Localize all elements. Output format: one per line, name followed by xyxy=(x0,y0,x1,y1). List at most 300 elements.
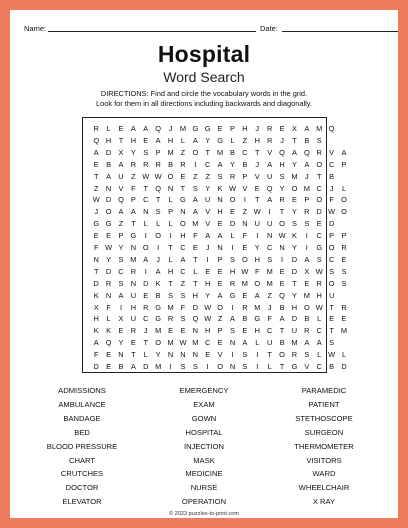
grid-letter: J xyxy=(280,135,284,145)
grid-letter: N xyxy=(143,207,149,217)
grid-letter: K xyxy=(155,278,161,288)
grid-letter: N xyxy=(167,183,174,193)
grid-letter: W xyxy=(241,266,249,276)
directions-text xyxy=(10,89,398,109)
grid-row xyxy=(90,254,350,266)
grid-letter: F xyxy=(106,302,111,312)
letter-grid xyxy=(82,117,348,373)
grid-letter: P xyxy=(130,195,136,205)
grid-letter: O xyxy=(242,254,248,264)
grid-letter: P xyxy=(304,195,310,205)
grid-letter: S xyxy=(242,362,248,371)
grid-letter: E xyxy=(316,219,322,229)
grid-letter: E xyxy=(205,350,211,360)
grid-letter: W xyxy=(105,243,113,252)
word-list-item: OPERATION xyxy=(181,497,227,507)
grid-letter: M xyxy=(340,326,348,336)
grid-letter: E xyxy=(143,290,149,300)
grid-letter: O xyxy=(341,207,347,217)
grid-letter: R xyxy=(229,171,236,181)
grid-row xyxy=(90,135,325,147)
grid-letter: W xyxy=(315,266,323,276)
grid-letter: C xyxy=(205,159,211,169)
grid-letter: E xyxy=(205,266,211,276)
grid-letter: H xyxy=(167,266,174,276)
grid-letter: L xyxy=(267,362,272,371)
grid-letter: S xyxy=(155,207,161,217)
grid-letter: Y xyxy=(205,183,211,193)
grid-letter: F xyxy=(329,195,334,205)
grid-letter: K xyxy=(93,326,99,336)
grid-letter: W xyxy=(204,302,212,312)
grid-letter: S xyxy=(341,266,347,276)
directions-line-1: DIRECTIONS: Find and circle the vocabulary words in the grid. xyxy=(100,89,308,98)
grid-letter: A xyxy=(143,124,149,133)
grid-letter: Q xyxy=(105,338,112,348)
grid-letter: B xyxy=(329,362,335,371)
grid-letter: T xyxy=(279,207,285,217)
word-list-item: HOSPITAL xyxy=(185,427,223,437)
grid-letter: P xyxy=(230,124,235,133)
grid-letter: A xyxy=(118,207,124,217)
grid-letter: T xyxy=(93,266,99,276)
grid-letter: Y xyxy=(291,207,297,217)
grid-letter: A xyxy=(180,254,186,264)
grid-letter: O xyxy=(192,147,199,157)
grid-row xyxy=(90,349,350,361)
grid-letter: L xyxy=(168,195,173,205)
grid-letter: T xyxy=(255,147,260,157)
grid-letter: H xyxy=(254,326,260,336)
grid-letter: E xyxy=(217,266,223,276)
grid-letter: E xyxy=(279,266,285,276)
grid-letter: H xyxy=(105,135,112,145)
grid-letter: A xyxy=(230,314,235,324)
grid-letter: L xyxy=(168,254,173,264)
grid-letter: H xyxy=(93,314,99,324)
grid-letter: N xyxy=(192,350,198,360)
grid-letter: H xyxy=(291,302,298,312)
grid-letter: E xyxy=(192,243,198,252)
grid-letter: O xyxy=(229,195,236,205)
grid-letter: P xyxy=(217,326,223,336)
grid-letter: O xyxy=(341,195,347,205)
word-list-item: GOWN xyxy=(191,413,217,423)
word-list-item: STETHOSCOPE xyxy=(295,413,353,423)
grid-letter: E xyxy=(242,243,248,252)
grid-letter: N xyxy=(217,243,223,252)
grid-letter: R xyxy=(304,326,310,336)
grid-letter: D xyxy=(192,302,198,312)
grid-letter: R xyxy=(266,135,273,145)
grid-letter: I xyxy=(231,302,234,312)
grid-letter: T xyxy=(143,183,149,193)
grid-letter: O xyxy=(316,195,323,205)
grid-letter: O xyxy=(217,302,223,312)
grid-row xyxy=(90,123,338,135)
grid-letter: H xyxy=(167,135,174,145)
grid-letter: E xyxy=(180,171,186,181)
grid-letter: A xyxy=(242,338,248,348)
grid-letter: T xyxy=(255,195,260,205)
grid-letter: Z xyxy=(131,171,136,181)
grid-letter: Q xyxy=(266,183,273,193)
grid-letter: N xyxy=(167,350,174,360)
grid-letter: Q xyxy=(328,124,335,133)
grid-letter: A xyxy=(217,231,223,241)
grid-letter: B xyxy=(279,338,285,348)
grid-letter: U xyxy=(291,326,298,336)
grid-letter: N xyxy=(118,350,124,360)
grid-letter: L xyxy=(143,219,148,229)
word-list-item: INJECTION xyxy=(183,441,225,451)
grid-letter: R xyxy=(229,278,236,288)
grid-letter: Y xyxy=(118,243,124,252)
grid-letter: E xyxy=(254,183,260,193)
grid-letter: Y xyxy=(155,350,161,360)
grid-letter: N xyxy=(105,290,112,300)
grid-letter: G xyxy=(204,124,211,133)
grid-letter: J xyxy=(156,254,160,264)
grid-letter: O xyxy=(291,183,298,193)
grid-letter: H xyxy=(130,135,137,145)
grid-letter: G xyxy=(192,124,199,133)
grid-letter: X xyxy=(93,302,99,312)
grid-letter: O xyxy=(328,278,335,288)
grid-letter: D xyxy=(291,314,298,324)
grid-letter: G xyxy=(130,231,137,241)
grid-letter: A xyxy=(304,254,310,264)
grid-letter: A xyxy=(217,159,223,169)
page-title: Hospital xyxy=(157,41,251,67)
word-list-item: BANDAGE xyxy=(63,413,101,423)
date-field-line xyxy=(282,31,398,32)
grid-letter: T xyxy=(316,171,322,181)
grid-letter: U xyxy=(266,171,273,181)
grid-letter: J xyxy=(168,124,173,133)
grid-letter: J xyxy=(143,326,148,336)
grid-letter: O xyxy=(167,171,174,181)
grid-letter: A xyxy=(192,135,198,145)
grid-letter: R xyxy=(266,124,273,133)
grid-letter: T xyxy=(267,350,272,360)
grid-letter: R xyxy=(167,314,174,324)
word-list-item: SURGEON xyxy=(304,427,344,437)
grid-letter: A xyxy=(205,231,211,241)
grid-letter: G xyxy=(316,243,323,252)
grid-letter: E xyxy=(341,314,347,324)
grid-letter: D xyxy=(341,362,347,371)
grid-letter: I xyxy=(268,207,271,217)
grid-letter: R xyxy=(242,302,248,312)
grid-letter: H xyxy=(254,135,260,145)
grid-letter: E xyxy=(291,195,297,205)
grid-letter: A xyxy=(93,147,99,157)
grid-letter: U xyxy=(130,314,137,324)
grid-letter: Z xyxy=(180,147,186,157)
grid-letter: R xyxy=(105,278,112,288)
grid-letter: A xyxy=(130,124,136,133)
worksheet-page xyxy=(10,10,398,518)
grid-letter: M xyxy=(266,278,273,288)
grid-letter: L xyxy=(106,314,111,324)
grid-letter: X xyxy=(291,124,297,133)
grid-letter: D xyxy=(328,219,335,229)
grid-letter: M xyxy=(167,147,174,157)
grid-letter: O xyxy=(328,243,335,252)
grid-letter: G xyxy=(180,195,186,205)
grid-letter: M xyxy=(254,302,261,312)
grid-letter: P xyxy=(155,147,161,157)
grid-letter: C xyxy=(180,243,186,252)
grid-letter: O xyxy=(217,362,223,371)
grid-letter: Z xyxy=(93,183,99,193)
grid-letter: S xyxy=(341,278,347,288)
grid-letter: F xyxy=(193,231,198,241)
grid-letter: F xyxy=(267,314,272,324)
grid-letter: W xyxy=(315,302,323,312)
grid-letter: A xyxy=(291,147,297,157)
grid-letter: A xyxy=(217,290,223,300)
grid-letter: H xyxy=(192,290,198,300)
grid-letter: E xyxy=(118,326,124,336)
grid-letter: P xyxy=(242,171,248,181)
grid-row xyxy=(90,278,350,290)
grid-letter: A xyxy=(341,147,347,157)
word-list-item: DOCTOR xyxy=(65,483,99,493)
grid-letter: L xyxy=(341,350,347,360)
grid-letter: L xyxy=(106,124,111,133)
grid-letter: S xyxy=(304,219,310,229)
grid-row xyxy=(90,325,350,337)
grid-letter: K xyxy=(217,183,223,193)
grid-letter: D xyxy=(143,362,149,371)
grid-letter: O xyxy=(180,219,186,229)
grid-letter: Z xyxy=(267,290,272,300)
grid-letter: U xyxy=(328,290,335,300)
grid-row xyxy=(90,194,350,206)
grid-letter: G xyxy=(229,290,236,300)
grid-letter: E xyxy=(118,124,124,133)
grid-letter: A xyxy=(155,266,161,276)
word-list-item: ELEVATOR xyxy=(62,497,102,507)
grid-letter: M xyxy=(303,183,310,193)
grid-letter: Y xyxy=(291,243,297,252)
grid-letter: B xyxy=(329,171,335,181)
grid-letter: M xyxy=(291,171,298,181)
grid-letter: N xyxy=(130,243,137,252)
grid-letter: A xyxy=(130,207,136,217)
grid-letter: Q xyxy=(192,314,199,324)
grid-letter: C xyxy=(266,326,273,336)
grid-letter: A xyxy=(118,290,124,300)
grid-letter: S xyxy=(279,171,285,181)
name-label: Name: xyxy=(24,24,47,33)
grid-letter: I xyxy=(144,266,147,276)
grid-letter: E xyxy=(168,326,173,336)
grid-letter: R xyxy=(130,326,137,336)
grid-letter: F xyxy=(93,243,99,252)
grid-letter: R xyxy=(341,243,347,252)
directions-line-2: Look for them in all directions including backwards and diagonally. xyxy=(96,99,312,108)
grid-letter: T xyxy=(193,254,198,264)
grid-row xyxy=(90,230,350,242)
grid-letter: M xyxy=(241,278,248,288)
grid-letter: M xyxy=(316,124,323,133)
page-subtitle: Word Search xyxy=(163,69,245,85)
grid-letter: M xyxy=(179,124,187,133)
grid-letter: N xyxy=(229,362,236,371)
grid-letter: A xyxy=(106,171,112,181)
grid-letter: T xyxy=(168,243,173,252)
grid-row xyxy=(90,159,350,171)
grid-letter: L xyxy=(143,350,148,360)
grid-letter: E xyxy=(279,124,285,133)
grid-letter: R xyxy=(316,278,322,288)
grid-letter: A xyxy=(304,338,310,348)
word-list-item: WARD xyxy=(312,469,336,479)
grid-letter: T xyxy=(180,183,186,193)
grid-letter: E xyxy=(217,219,223,229)
grid-letter: V xyxy=(205,219,211,229)
grid-letter: Z xyxy=(193,171,198,181)
grid-letter: H xyxy=(242,124,248,133)
word-list-item: WHEELCHAIR xyxy=(298,483,350,493)
grid-letter: T xyxy=(131,350,136,360)
grid-letter: S xyxy=(118,278,124,288)
grid-letter: E xyxy=(217,278,223,288)
grid-letter: T xyxy=(168,278,173,288)
word-list-item: PATIENT xyxy=(308,399,340,409)
grid-letter: Y xyxy=(230,159,235,169)
grid-letter: A xyxy=(267,195,273,205)
grid-letter: V xyxy=(267,147,273,157)
grid-letter: C xyxy=(316,326,322,336)
grid-letter: L xyxy=(168,219,173,229)
grid-letter: D xyxy=(291,266,298,276)
grid-letter: K xyxy=(93,290,99,300)
grid-letter: A xyxy=(192,207,198,217)
grid-letter: F xyxy=(180,302,186,312)
grid-letter: M xyxy=(167,338,174,348)
grid-letter: L xyxy=(317,314,322,324)
grid-row xyxy=(90,147,350,159)
grid-letter: C xyxy=(242,147,248,157)
grid-letter: O xyxy=(279,219,285,229)
word-list-item: PARAMEDIC xyxy=(301,386,347,395)
grid-letter: B xyxy=(279,302,285,312)
grid-letter: D xyxy=(105,266,112,276)
grid-letter: E xyxy=(106,350,112,360)
grid-letter: J xyxy=(255,124,260,133)
grid-row xyxy=(90,313,350,325)
grid-letter: Z xyxy=(118,219,124,229)
grid-letter: S xyxy=(192,362,198,371)
grid-letter: Q xyxy=(118,195,124,205)
grid-letter: T xyxy=(292,135,297,145)
grid-letter: K xyxy=(291,231,297,241)
grid-letter: P xyxy=(341,159,347,169)
grid-letter: V xyxy=(205,207,211,217)
grid-letter: T xyxy=(279,362,285,371)
word-list-item: CHART xyxy=(68,455,96,465)
grid-letter: S xyxy=(230,254,235,264)
grid-letter: L xyxy=(341,183,347,193)
grid-letter: U xyxy=(205,195,211,205)
grid-letter: J xyxy=(255,159,260,169)
grid-letter: C xyxy=(328,254,335,264)
grid-row xyxy=(90,171,338,183)
grid-letter: A xyxy=(130,362,136,371)
grid-letter: J xyxy=(267,302,272,312)
grid-letter: I xyxy=(231,350,234,360)
grid-row xyxy=(90,337,338,349)
grid-letter: I xyxy=(231,243,234,252)
grid-letter: D xyxy=(229,219,236,229)
grid-letter: T xyxy=(193,278,198,288)
grid-letter: E xyxy=(217,124,223,133)
word-list-item: NURSE xyxy=(190,483,218,493)
grid-letter: E xyxy=(106,231,112,241)
grid-row xyxy=(90,218,338,230)
word-list-item: AMBULANCE xyxy=(58,399,106,409)
grid-letter: E xyxy=(341,254,347,264)
word-list-item: EXAM xyxy=(193,399,215,409)
grid-letter: L xyxy=(180,135,185,145)
grid-letter: K xyxy=(106,326,112,336)
grid-letter: S xyxy=(180,314,186,324)
grid-letter: L xyxy=(230,231,235,241)
grid-letter: Y xyxy=(291,159,297,169)
grid-letter: H xyxy=(316,290,322,300)
grid-letter: U xyxy=(266,338,273,348)
grid-letter: C xyxy=(118,266,124,276)
grid-letter: Q xyxy=(155,124,162,133)
grid-letter: W xyxy=(328,207,336,217)
grid-letter: S xyxy=(192,183,198,193)
grid-row xyxy=(90,361,350,373)
grid-row xyxy=(90,183,350,195)
name-field-line xyxy=(48,31,256,32)
grid-letter: R xyxy=(291,350,298,360)
grid-letter: Y xyxy=(205,135,211,145)
grid-letter: H xyxy=(229,266,236,276)
grid-letter: Q xyxy=(279,147,285,157)
grid-letter: G xyxy=(155,314,162,324)
grid-letter: M xyxy=(266,266,273,276)
grid-letter: O xyxy=(316,159,323,169)
grid-letter: Q xyxy=(93,135,100,145)
grid-letter: B xyxy=(242,314,248,324)
grid-letter: A xyxy=(118,159,124,169)
grid-letter: W xyxy=(278,231,286,241)
grid-letter: T xyxy=(205,147,210,157)
grid-letter: N xyxy=(279,243,285,252)
grid-letter: B xyxy=(106,159,112,169)
grid-letter: Q xyxy=(303,147,310,157)
grid-letter: S xyxy=(329,338,335,348)
grid-letter: E xyxy=(180,326,186,336)
grid-letter: I xyxy=(256,350,259,360)
grid-letter: A xyxy=(279,314,285,324)
grid-letter: T xyxy=(131,219,136,229)
date-label: Date: xyxy=(260,24,278,33)
grid-letter: V xyxy=(242,183,248,193)
grid-letter: T xyxy=(143,338,149,348)
grid-letter: H xyxy=(205,326,211,336)
grid-letter: C xyxy=(316,183,322,193)
grid-letter: A xyxy=(316,338,322,348)
